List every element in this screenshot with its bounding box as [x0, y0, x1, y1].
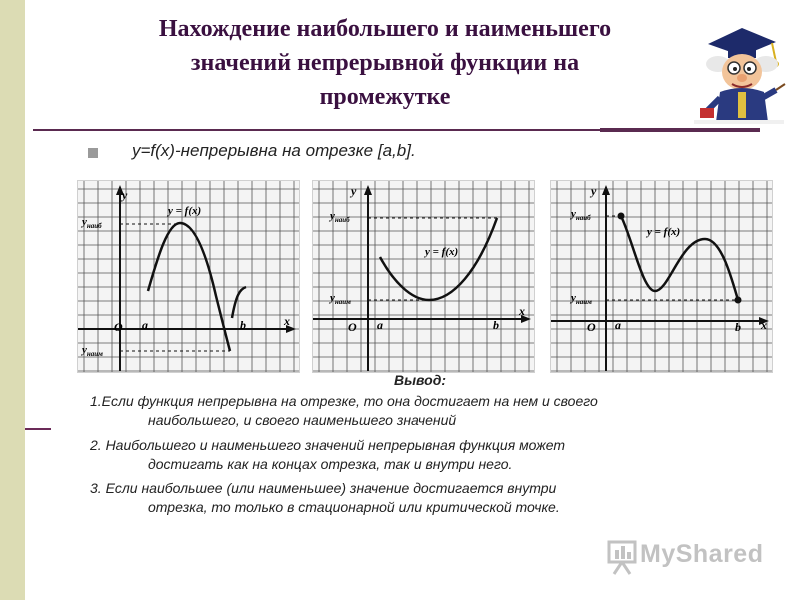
- conclusion-item-1-line-2: наибольшего, и своего наименьшего значений: [148, 412, 457, 428]
- title-line-3: промежутке: [319, 84, 451, 110]
- graph-2-function-label: y = f(x): [425, 246, 459, 258]
- graph-3-a-label: a: [615, 318, 621, 332]
- graph-3-max-point: [618, 213, 625, 220]
- title-line-1: Нахождение наибольшего и наименьшего: [158, 16, 612, 42]
- graph-2: [312, 180, 535, 373]
- graph-3: [550, 180, 773, 373]
- graph-2-origin: O: [348, 320, 357, 334]
- graph-1-ymax-label: $y_{наиб}$: [82, 216, 102, 230]
- title-line-2: значений непрерывной функции на: [190, 50, 580, 76]
- bullet-text: y=f(x)-непрерывна на отрезке [a,b].: [132, 141, 416, 160]
- graph-2-b-label: b: [493, 318, 499, 332]
- graph-3-function-label: y = f(x): [647, 226, 681, 238]
- graph-1-y-label: y: [122, 188, 128, 202]
- page-title: [60, 12, 710, 114]
- conclusion-heading: Вывод:: [393, 372, 447, 388]
- graph-1-a-label: a: [142, 318, 148, 332]
- graph-2-a-label: a: [377, 318, 383, 332]
- graph-3-origin: O: [587, 320, 596, 334]
- watermark-text: MyShared: [640, 540, 764, 568]
- graph-1-b-label: b: [240, 318, 246, 332]
- conclusion-item-2-line-2: достигать как на концах отрезка, так и внутри него.: [148, 456, 513, 472]
- graph-3-b-label: b: [735, 320, 741, 334]
- graph-3-ymax-label: $y_{наиб}$: [571, 208, 591, 222]
- graph-3-grid: [551, 181, 772, 372]
- graph-1-origin: O: [114, 320, 123, 334]
- conclusion-item-1-line-1: 1.Если функция непрерывна на отрезке, то она достигает на нем и своего: [90, 393, 598, 409]
- graph-3-ymin-label: $y_{наим}$: [571, 292, 592, 306]
- graph-1-ymin-label: $y_{наим}$: [82, 344, 103, 358]
- graph-2-ymax-label: $y_{наиб}$: [330, 210, 350, 224]
- graph-3-y-label: y: [591, 184, 597, 198]
- graph-2-ymin-label: $y_{наим}$: [330, 292, 351, 306]
- graph-1: [77, 180, 300, 373]
- conclusion-item-3-line-1: 3. Если наибольшее (или наименьшее) значение достигается внутри: [90, 480, 557, 496]
- graph-3-x-label: x: [761, 318, 767, 332]
- graph-3-min-point: [735, 297, 742, 304]
- left-decorative-bar: [0, 0, 25, 600]
- graph-2-grid: [313, 181, 534, 372]
- graph-2-x-label: x: [519, 304, 525, 318]
- conclusion-item-3-line-2: отрезка, то только в стационарной или критической точке.: [148, 499, 560, 515]
- conclusion-item-1: [90, 392, 750, 430]
- title-divider-accent: [600, 128, 760, 132]
- conclusion-item-3: [90, 479, 750, 517]
- bullet-square-icon: [88, 148, 98, 158]
- graph-2-y-label: y: [351, 184, 357, 198]
- left-accent-line: [25, 428, 51, 430]
- graph-1-function-label: y = f(x): [168, 205, 202, 217]
- graph-1-x-label: x: [284, 314, 290, 328]
- conclusion-item-2-line-1: 2. Наибольшего и наименьшего значений непрерывная функция может: [90, 437, 566, 453]
- conclusion-item-2: [90, 436, 750, 474]
- professor-mascot-icon: [690, 14, 786, 126]
